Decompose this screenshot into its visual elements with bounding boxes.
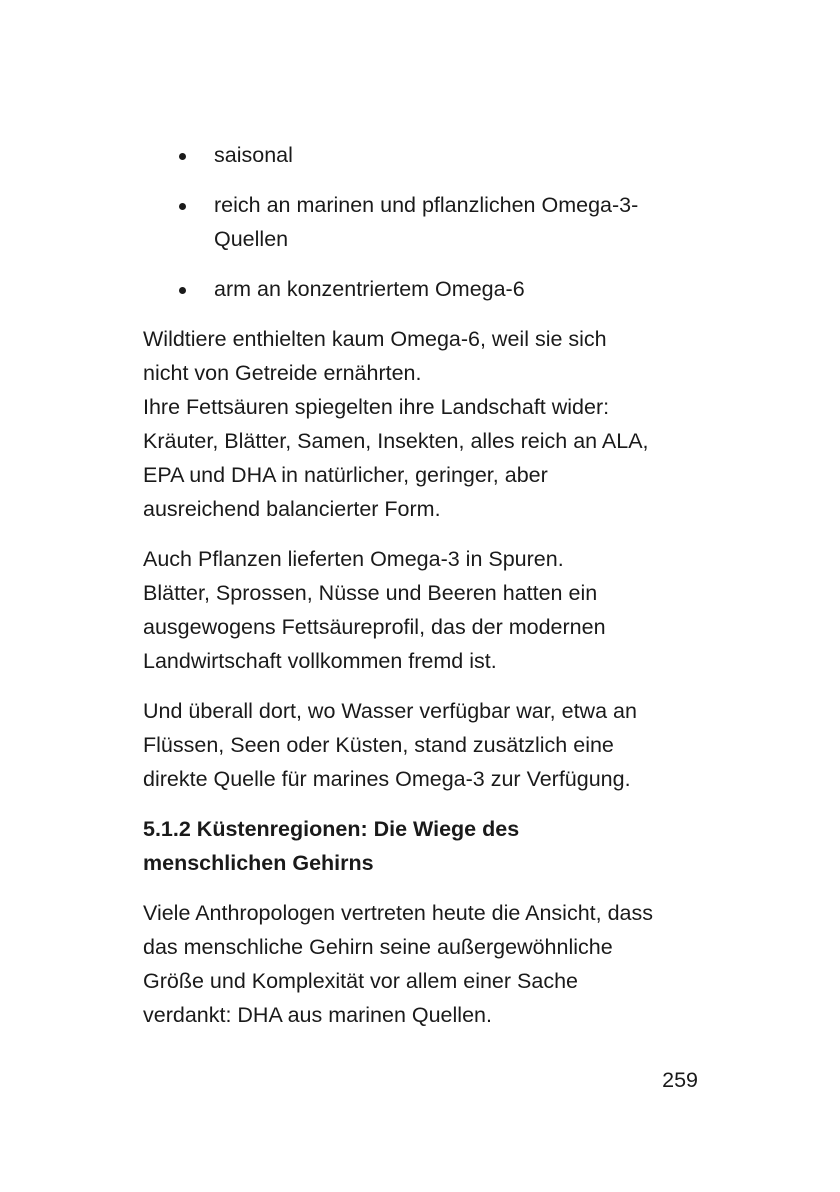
section-heading xyxy=(143,812,708,880)
paragraph-anthropologists xyxy=(143,896,708,1032)
page-number: 259 xyxy=(662,1068,698,1092)
bullet-text: saisonal xyxy=(214,143,293,167)
text-line: ausreichend balancierter Form. xyxy=(143,497,441,521)
bullet-dot-icon xyxy=(179,203,186,210)
text-line: Flüssen, Seen oder Küsten, stand zusätzlich eine xyxy=(143,733,614,757)
paragraph-water xyxy=(143,694,708,796)
bullet-dot-icon xyxy=(179,287,186,294)
page-content xyxy=(143,138,708,1048)
bullet-item xyxy=(143,188,708,256)
text-line: Viele Anthropologen vertreten heute die Ansicht, dass xyxy=(143,901,653,925)
text-line: Blätter, Sprossen, Nüsse und Beeren hatten ein xyxy=(143,581,598,605)
bullet-list xyxy=(143,138,708,306)
bullet-text: arm an konzentriertem Omega-6 xyxy=(214,277,525,301)
heading-line: 5.1.2 Küstenregionen: Die Wiege des xyxy=(143,817,520,841)
bullet-dot-icon xyxy=(179,153,186,160)
text-line: verdankt: DHA aus marinen Quellen. xyxy=(143,1003,492,1027)
bullet-text: reich an marinen und pflanzlichen Omega-3-Quellen xyxy=(214,193,639,251)
paragraph-plants xyxy=(143,542,708,678)
text-line: Landwirtschaft vollkommen fremd ist. xyxy=(143,649,497,673)
text-line: direkte Quelle für marines Omega-3 zur Verfügung. xyxy=(143,767,631,791)
text-line: ausgewogens Fettsäureprofil, das der modernen xyxy=(143,615,606,639)
text-line: nicht von Getreide ernährten. xyxy=(143,361,422,385)
paragraph-wild-animals xyxy=(143,322,708,526)
text-line: Wildtiere enthielten kaum Omega-6, weil sie sich xyxy=(143,327,607,351)
heading-line: menschlichen Gehirns xyxy=(143,851,374,875)
bullet-item xyxy=(143,138,708,172)
text-line: Und überall dort, wo Wasser verfügbar war, etwa an xyxy=(143,699,637,723)
text-line: Größe und Komplexität vor allem einer Sache xyxy=(143,969,578,993)
text-line: das menschliche Gehirn seine außergewöhnliche xyxy=(143,935,613,959)
text-line: EPA und DHA in natürlicher, geringer, aber xyxy=(143,463,548,487)
text-line: Ihre Fettsäuren spiegelten ihre Landschaft wider: xyxy=(143,395,610,419)
bullet-item xyxy=(143,272,708,306)
text-line: Kräuter, Blätter, Samen, Insekten, alles reich an ALA, xyxy=(143,429,649,453)
text-line: Auch Pflanzen lieferten Omega-3 in Spuren. xyxy=(143,547,564,571)
